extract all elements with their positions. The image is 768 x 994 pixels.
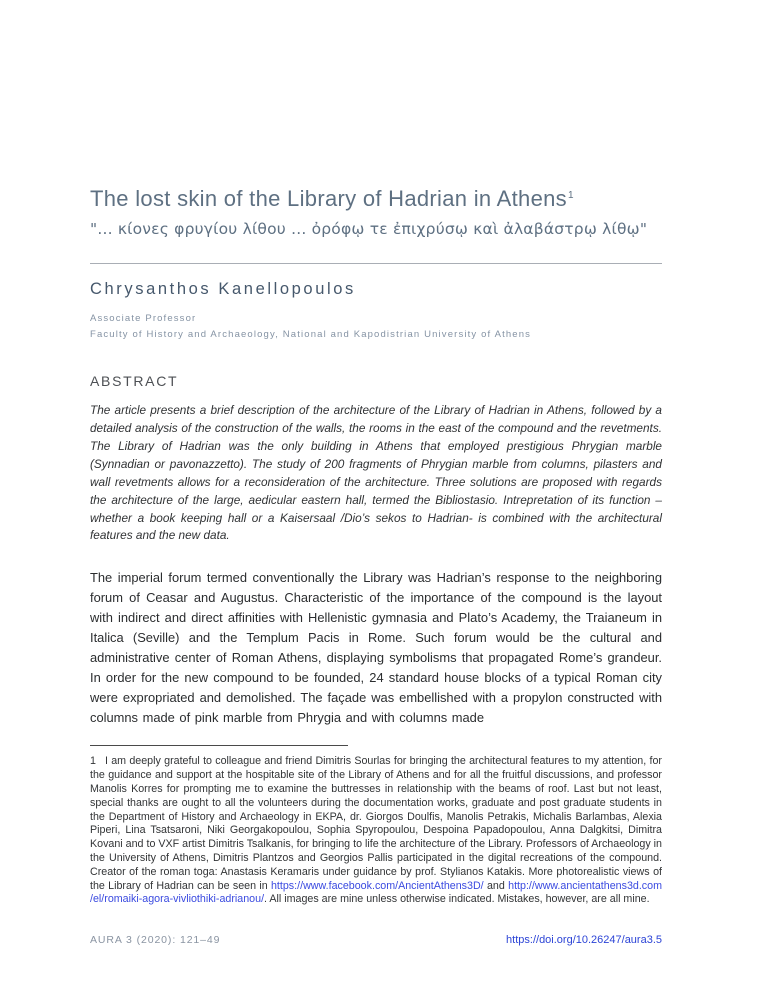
abstract-text: The article presents a brief description of the architecture of the Library of Hadrian in Athens, followed by a detailed analysis of the construction of the walls, the rooms in the east of the compound and the revetments. The Library of Hadrian was the only building in Athens that employed prestigious Phrygian marble (Synnadian or pavonazzetto). The study of 200 fragments of Phrygian marble from columns, pilasters and wall revetments allows for a reconsideration of the architecture. Three solutions are proposed with regards the architecture of the large, aedicular eastern hall, termed the Bibliostasio. Intrepretation of its function –whether a book keeping hall or a Kaisersaal /Dio’s sekos to Hadrian- is combined with the architectural features and the new data.	[90, 403, 662, 543]
title-divider	[90, 263, 662, 264]
text-column	[90, 0, 662, 907]
body-paragraph: The imperial forum termed conventionally the Library was Hadrian’s response to the neighboring forum of Ceasar and Augustus. Characteristic of the importance of the compound is the layout with indirect and direct affinities with Hellenistic gymnasia and Plato’s Academy, the Traianeum in Italica (Seville) and the Templum Pacis in Rome. Such forum would be the cultural and administrative center of Roman Athens, displaying symbolisms that propagated Rome’s grandeur. In order for the new compound to be founded, 24 standard house blocks of a typical Roman city were expropriated and demolished. The façade was embellished with a propylon constructed with columns made of pink marble from Phrygia and with columns made	[90, 570, 662, 726]
author-role: Associate Professor	[90, 312, 197, 324]
page-footer	[90, 934, 662, 946]
author-affiliation: Faculty of History and Archaeology, National and Kapodistrian University of Athens	[90, 328, 532, 340]
footnote-1	[90, 755, 662, 907]
footnote-text-part3: . All images are mine unless otherwise indicated. Mistakes, however, are all mine.	[264, 893, 650, 906]
abstract-heading: ABSTRACT	[90, 373, 179, 389]
journal-citation: AURA 3 (2020): 121–49	[90, 934, 221, 946]
footnote-number: 1	[90, 755, 96, 768]
footnote-link-ancientathens3d[interactable]: http://www.ancientathens3d.com /el/romaiki-agora-vivliothiki-adrianou/	[90, 879, 662, 906]
paper-subtitle-greek: "... κίονες φρυγίου λίθου ... ὀρόφῳ τε ἐπιχρύσῳ καὶ ἀλαβάστρῳ λίθῳ"	[90, 219, 648, 238]
paper-title	[90, 185, 662, 213]
footnote-divider	[90, 745, 348, 746]
footnote-link-facebook[interactable]: https://www.facebook.com/AncientAthens3D/	[270, 879, 484, 892]
paper-title-text: The lost skin of the Library of Hadrian in Athens	[90, 186, 567, 211]
footnote-text-part2: and	[483, 879, 509, 892]
title-footnote-marker: 1	[567, 189, 574, 201]
footnote-text-part1: I am deeply grateful to colleague and friend Dimitris Sourlas for bringing the architectural features to my attention, for the guidance and support at the hospitable site of the Library of Athens and for all the fruitful discussions, and professor Manolis Korres for prompting me to examine the buttresses in relationship with the beams of roof. Last but not least, special thanks are ought to all the volunteers during the documentation works, graduate and post graduate students in the Department of History and Archaeology in EKPA, dr. Giorgos Doulfis, Manolis Petrakis, Michalis Barlambas, Alexia Piperi, Lina Tsatsaroni, Niki Georgakopoulou, Sophia Spyropoulou, Despoina Papadopoulou, Anna Dalgkitsi, Dimitra Kovani and to VXF artist Dimitris Tsalkanis, for bringing to life the architecture of the Library. Professors of Archaeology in the University of Athens, Dimitris Plantzos and Georgios Pallis participated in the digital recreations of the compound. Creator of the roman toga: Anastasis Keramaris under guidance by prof. Stylianos Katakis. More photorealistic views of the Library of Hadrian can be seen in	[90, 755, 662, 892]
doi-link[interactable]: https://doi.org/10.26247/aura3.5	[506, 934, 662, 946]
author-name: Chrysanthos Kanellopoulos	[90, 279, 356, 298]
